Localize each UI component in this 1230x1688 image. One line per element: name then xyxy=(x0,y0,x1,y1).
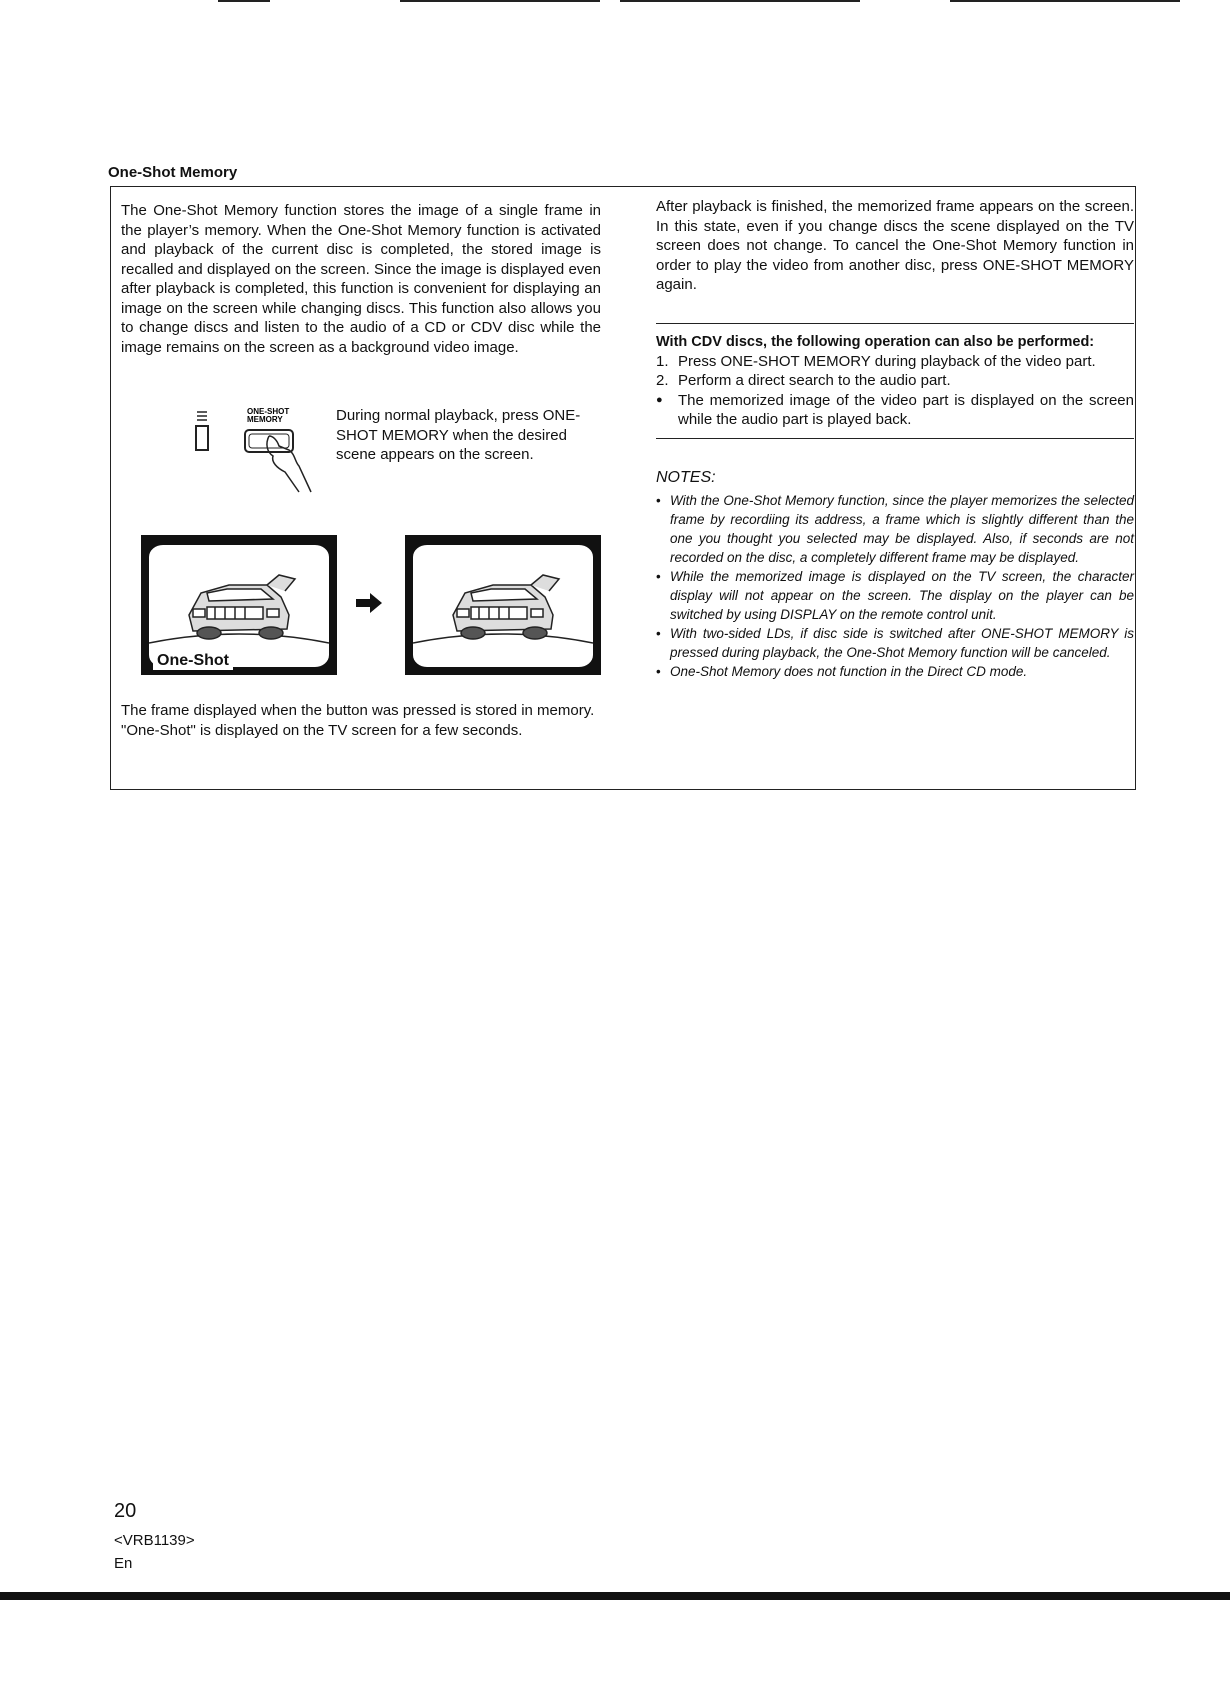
tv-after xyxy=(405,535,601,675)
button-label-line2: MEMORY xyxy=(247,415,283,424)
caption-line-1: The frame displayed when the button was pressed is stored in memory. xyxy=(121,702,595,719)
content-box xyxy=(110,186,1136,790)
step-instruction: During normal playback, press ONE-SHOT MEMORY when the desired scene appears on the screen. xyxy=(336,407,581,463)
one-shot-osd-label: One-Shot xyxy=(153,652,233,670)
tv-illustration-row xyxy=(141,535,601,675)
tv-before xyxy=(141,535,337,675)
top-rule-1 xyxy=(218,0,270,2)
caption-line-2: "One-Shot" is displayed on the TV screen for a few seconds. xyxy=(121,721,523,739)
note-item: • With two-sided LDs, if disc side is switched after ONE-SHOT MEMORY is pressed during playback, the One-Shot Memory function will be canceled. xyxy=(656,625,1134,660)
divider-bottom xyxy=(656,438,1134,439)
list-item: 1. Press ONE-SHOT MEMORY during playback of the video part. xyxy=(656,352,1096,370)
right-column xyxy=(656,197,1134,681)
cdv-heading: With CDV discs, the following operation can also be performed: xyxy=(656,333,1095,350)
notes-title: NOTES: xyxy=(656,468,716,486)
page-number: 20 xyxy=(114,1500,137,1522)
divider-top xyxy=(656,323,1134,324)
right-intro: After playback is finished, the memorized frame appears on the screen. In this state, even if you change discs the scene displayed on the TV screen does not change. To cancel the One-Shot Memory function in order to play the video from another disc, press ONE-SHOT MEMORY again. xyxy=(656,198,1134,293)
car-image xyxy=(413,545,593,667)
top-rule-4 xyxy=(950,0,1180,2)
note-item: • While the memorized image is displayed on the TV screen, the character display will not appear on the screen. The display on the player can be switched by using DISPLAY on the remote control unit. xyxy=(656,568,1134,622)
note-item: • One-Shot Memory does not function in the Direct CD mode. xyxy=(656,663,1028,679)
note-item: • With the One-Shot Memory function, since the player memorizes the selected frame by recordiing its address, a frame which is slightly different than the one you thought you selected may be displayed. Also, if seconds are not recorded on the disc, a completely different frame may be displayed. xyxy=(656,492,1134,565)
list-item: ● The memorized image of the video part is displayed on the screen while the audio part is played back. xyxy=(656,391,1134,428)
car-image xyxy=(149,545,329,667)
caption xyxy=(121,701,601,740)
language-code: En xyxy=(114,1555,133,1572)
list-item: 2. Perform a direct search to the audio part. xyxy=(656,372,951,389)
remote-side-icon xyxy=(196,412,208,450)
notes-list xyxy=(656,491,1134,681)
doc-code: <VRB1139> xyxy=(114,1532,195,1549)
bottom-rule xyxy=(0,1592,1230,1600)
button-label-line1: ONE-SHOT xyxy=(247,407,290,416)
arrow-right-icon xyxy=(354,591,384,615)
section-title: One-Shot Memory xyxy=(108,164,238,181)
left-intro: The One-Shot Memory function stores the image of a single frame in the player’s memory. When the One-Shot Memory function is activated and playback of the current disc is completed, the stored image is recalled and displayed on the screen. Since the image is displayed even after playback is completed, this function is convenient for displaying an image on the screen while changing discs. This function also allows you to change discs and listen to the audio of a CD or CDV disc while the image remains on the screen as a background video image. xyxy=(121,202,601,356)
step-row xyxy=(121,406,601,511)
top-rule-3 xyxy=(620,0,860,2)
left-column xyxy=(121,201,601,739)
top-rule-2 xyxy=(400,0,600,2)
remote-button-illustration xyxy=(161,406,361,511)
cdv-steps xyxy=(656,352,1134,430)
